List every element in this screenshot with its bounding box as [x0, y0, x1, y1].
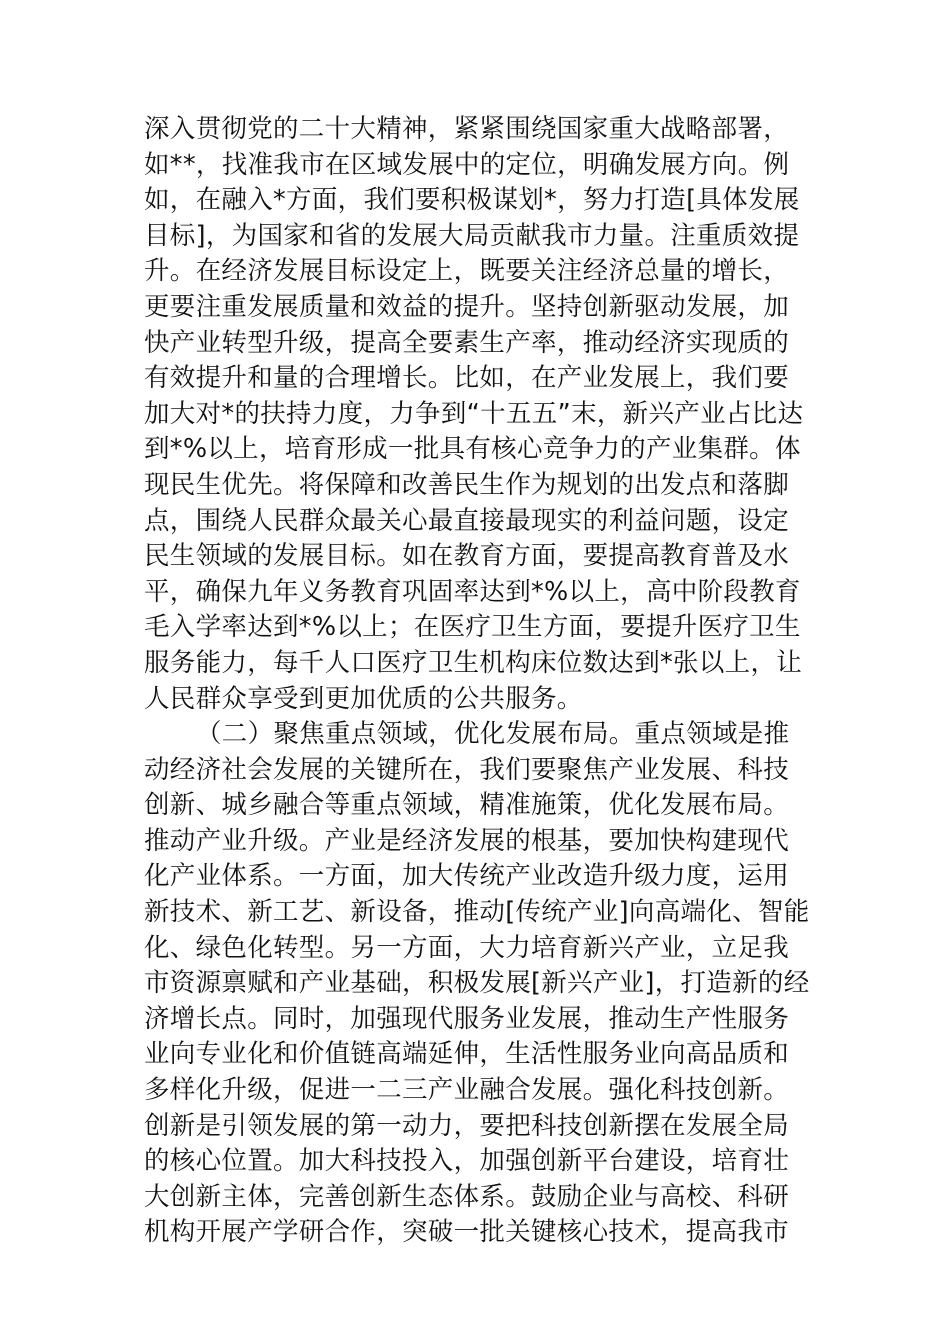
text-line: 化、绿色化转型。另一方面，大力培育新兴产业，立足我 [144, 932, 790, 963]
text-line: 如**，找准我市在区域发展中的定位，明确发展方向。例 [144, 149, 790, 180]
text-line: 推动产业升级。产业是经济发展的根基，要加快构建现代 [144, 825, 790, 856]
text-line: 民生领域的发展目标。如在教育方面，要提高教育普及水 [144, 541, 790, 572]
text-line: 加大对*的扶持力度，力争到“十五五”末，新兴产业占比达 [144, 398, 804, 429]
text-line: 平，确保九年义务教育巩固率达到*%以上，高中阶段教育 [144, 576, 801, 607]
text-line: 深入贯彻党的二十大精神，紧紧围绕国家重大战略部署， [144, 114, 790, 144]
text-line: 市资源禀赋和产业基础，积极发展[新兴产业]，打造新的经 [144, 968, 810, 999]
text-line: 服务能力，每千人口医疗卫生机构床位数达到*张以上，让 [144, 647, 803, 678]
text-line: 化产业体系。一方面，加大传统产业改造升级力度，运用 [144, 861, 790, 892]
text-line: 目标]，为国家和省的发展大局贡献我市力量。注重质效提 [144, 220, 800, 251]
text-line: 的核心位置。加大科技投入，加强创新平台建设，培育壮 [144, 1146, 790, 1177]
text-line: 新技术、新工艺、新设备，推动[传统产业]向高端化、智能 [144, 897, 810, 928]
text-line: 到*%以上，培育形成一批具有核心竞争力的产业集群。体 [144, 434, 801, 465]
text-line: 毛入学率达到*%以上；在医疗卫生方面，要提升医疗卫生 [144, 612, 801, 643]
text-line: 如，在融入*方面，我们要积极谋划*，努力打造[具体发展 [144, 185, 800, 216]
text-line: 快产业转型升级，提高全要素生产率，推动经济实现质的 [144, 327, 790, 358]
text-line: 现民生优先。将保障和改善民生作为规划的出发点和落脚 [144, 469, 790, 500]
text-line: 创新、城乡融合等重点领域，精准施策，优化发展布局。 [144, 790, 790, 821]
text-line: 济增长点。同时，加强现代服务业发展，推动生产性服务 [144, 1003, 790, 1034]
document-body-text [144, 112, 810, 1251]
text-line: 大创新主体，完善创新生态体系。鼓励企业与高校、科研 [144, 1181, 790, 1212]
text-line: （二）聚焦重点领域，优化发展布局。重点领域是推 [196, 719, 790, 750]
text-line: 机构开展产学研合作，突破一批关键核心技术，提高我市 [144, 1217, 790, 1248]
text-line: 有效提升和量的合理增长。比如，在产业发展上，我们要 [144, 363, 790, 394]
text-line: 人民群众享受到更加优质的公共服务。 [144, 683, 583, 714]
text-line: 升。在经济发展目标设定上，既要关注经济总量的增长， [144, 256, 790, 287]
text-line: 多样化升级，促进一二三产业融合发展。强化科技创新。 [144, 1075, 790, 1106]
text-line: 点，围绕人民群众最关心最直接最现实的利益问题，设定 [144, 505, 790, 536]
text-line: 创新是引领发展的第一动力，要把科技创新摆在发展全局 [144, 1110, 790, 1141]
text-line: 动经济社会发展的关键所在，我们要聚焦产业发展、科技 [144, 754, 790, 785]
text-line: 业向专业化和价值链高端延伸，生活性服务业向高品质和 [144, 1039, 790, 1070]
text-line: 更要注重发展质量和效益的提升。坚持创新驱动发展，加 [144, 291, 790, 322]
